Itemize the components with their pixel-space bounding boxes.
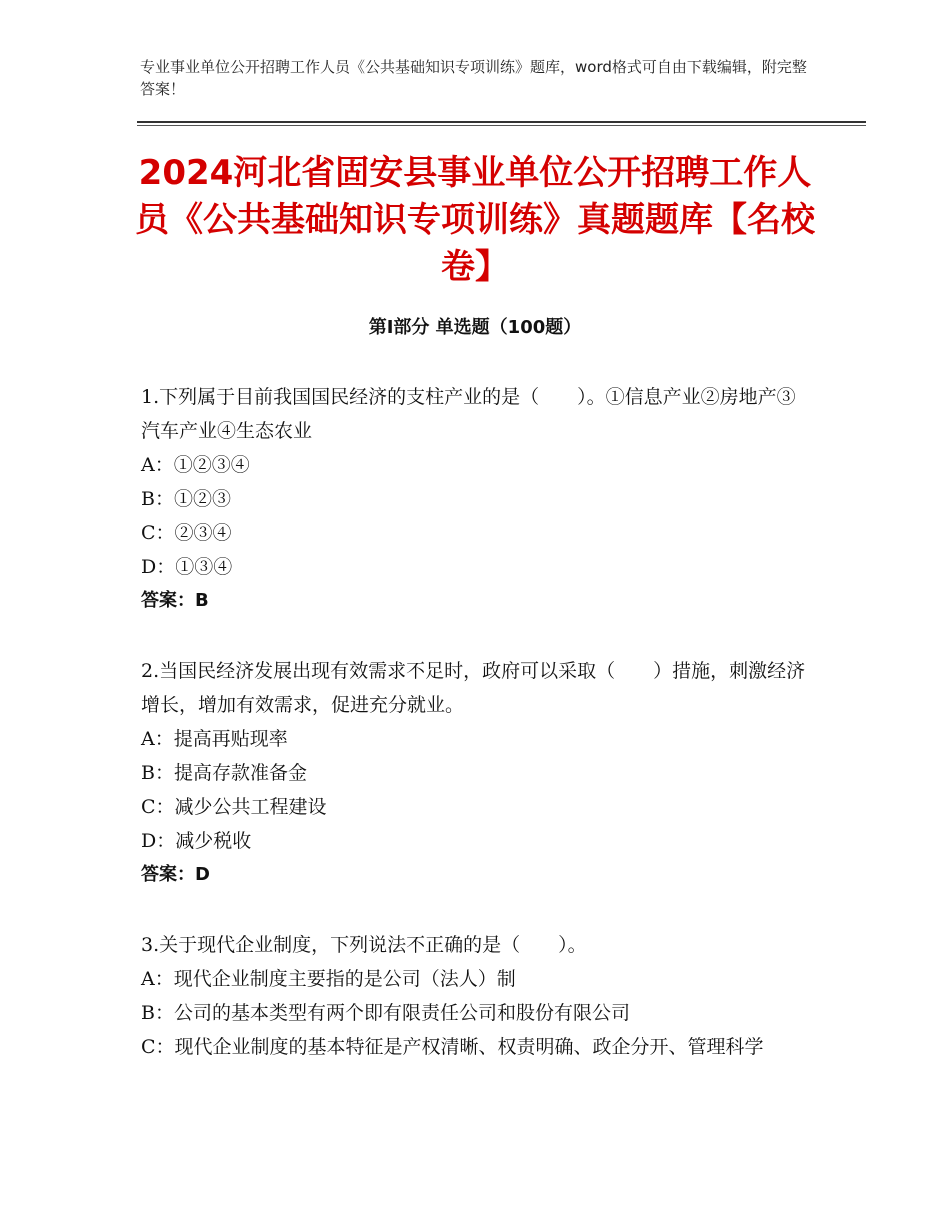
option-b: B：①②③	[141, 488, 231, 510]
question-stem: 1.下列属于目前我国国民经济的支柱产业的是（ ）。①信息产业②房地产③汽车产业④生态农业	[141, 386, 796, 442]
question-stem: 2.当国民经济发展出现有效需求不足时，政府可以采取（ ）措施，刺激经济增长，增加有效需求，促进充分就业。	[141, 660, 806, 716]
option-d: D：减少税收	[141, 830, 252, 852]
option-c: C：②③④	[141, 522, 232, 544]
question-3	[141, 928, 811, 1064]
option-b: B：提高存款准备金	[141, 762, 307, 784]
option-c: C：现代企业制度的基本特征是产权清晰、权责明确、政企分开、管理科学	[141, 1036, 764, 1058]
answer-line: 答案：D	[141, 864, 210, 885]
question-stem: 3.关于现代企业制度，下列说法不正确的是（ ）。	[141, 934, 587, 956]
section-heading: 第Ⅰ部分 单选题（100题）	[368, 317, 582, 338]
option-d: D：①③④	[141, 556, 233, 578]
header-rule-thin	[137, 125, 866, 126]
question-2	[141, 654, 811, 892]
option-a: A：现代企业制度主要指的是公司（法人）制	[141, 968, 516, 990]
option-a: A：提高再贴现率	[141, 728, 288, 750]
option-c: C：减少公共工程建设	[141, 796, 327, 818]
question-1	[141, 380, 811, 618]
option-b: B：公司的基本类型有两个即有限责任公司和股份有限公司	[141, 1002, 630, 1024]
header-note: 专业事业单位公开招聘工作人员《公共基础知识专项训练》题库，word格式可自由下载编辑，附完整答案！	[140, 58, 807, 98]
header-rule-thick	[137, 121, 866, 123]
question-list	[141, 380, 811, 1100]
document-title: 2024河北省固安县事业单位公开招聘工作人员《公共基础知识专项训练》真题题库【名校卷】	[135, 153, 815, 287]
option-a: A：①②③④	[141, 454, 250, 476]
answer-line: 答案：B	[141, 590, 209, 611]
